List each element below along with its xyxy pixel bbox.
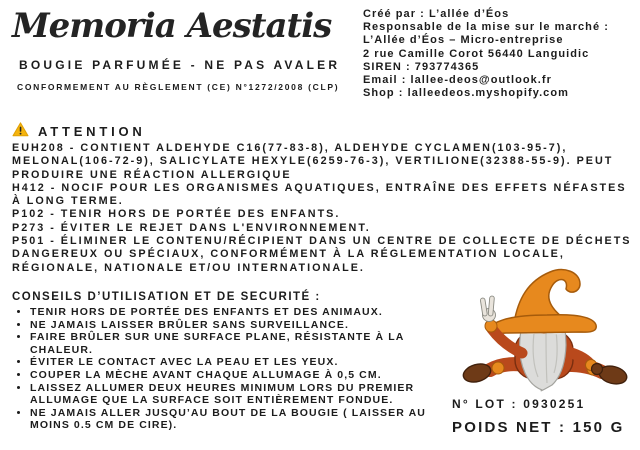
usage-item: • COUPER LA MÈCHE AVANT CHAQUE ALLUMAGE À 0,5 CM. [30,369,464,382]
regulation-note: CONFORMEMENT AU RÈGLEMENT (CE) N°1272/2008 (CLP) [17,82,340,93]
usage-item: • FAIRE BRÛLER SUR UNE SURFACE PLANE, RÉSISTANTE À LA CHALEUR. [30,331,464,356]
warning-statement-p501: P501 - ÉLIMINER LE CONTENU/RÉCIPIENT DANS UN CENTRE DE COLLECTE DE DÉCHETS DANGEREUX OU SPÉCIAUX, CONFORMÉMENT À LA RÉGLEMENTATION LOCALE, RÉGIONALE, NATIONALE ET/OU INTERNATIONALE. [12,235,632,274]
usage-advice-heading: CONSEILS D’UTILISATION ET DE SECURITÉ : [12,291,321,303]
producer-shop: Shop : lalleedeos.myshopify.com [363,87,569,100]
warning-triangle-icon [12,122,29,140]
producer-siren: SIREN : 793774365 [363,60,480,73]
gnome-peace-hand [480,296,495,322]
net-weight: POIDS NET : 150 G [452,419,625,436]
warning-statement-p102: P102 - TENIR HORS DE PORTÉE DES ENFANTS. [12,208,341,221]
warning-statement-euh208: EUH208 - CONTIENT ALDEHYDE C16(77-83-8), ALDEHYDE CYCLAMEN(103-95-7), MELONAL(106-72-9), SALICYLATE HEXYLE(6259-76-3), VERTILIONE(32388-55-9). PEUT PRODUIRE UNE RÉACTION ALLERGIQUE [12,142,614,181]
gnome-hat-brim [490,315,596,334]
producer-created-by: Créé par : L’allée d’Éos [363,8,510,20]
usage-item: • LAISSEZ ALLUMER DEUX HEURES MINIMUM LORS DU PREMIER ALLUMAGE QUE LA SURFACE SOIT ENTIÈREMENT FONDUE. [30,382,464,407]
usage-item: • NE JAMAIS ALLER JUSQU’AU BOUT DE LA BOUGIE ( LAISSER AU MOINS 0.5 CM DE CIRE). [30,407,464,432]
product-subtitle: BOUGIE PARFUMÉE - NE PAS AVALER [19,58,341,73]
usage-item: • ÉVITER LE CONTACT AVEC LA PEAU ET LES YEUX. [30,356,464,369]
gnome-illustration [462,264,632,396]
usage-advice-list [12,306,464,432]
hazard-warnings-section [12,122,632,275]
warning-statement-h412: H412 - NOCIF POUR LES ORGANISMES AQUATIQUES, ENTRAÎNE DES EFFETS NÉFASTES À LONG TERME. [12,181,627,208]
usage-advice-section [12,291,464,432]
producer-info [363,8,631,100]
brand-block [12,2,360,92]
attention-heading: ATTENTION [38,123,146,139]
producer-address: 2 rue Camille Corot 56440 Languidic [363,47,590,60]
warning-statement-p273: P273 - ÉVITER LE REJET DANS L'ENVIRONNEMENT. [12,221,371,234]
usage-item: • NE JAMAIS LAISSER BRÛLER SANS SURVEILLANCE. [30,319,464,332]
producer-company: L’Allée d’Éos – Micro-entreprise [363,34,564,47]
product-title: Memoria Aestatis [12,6,332,46]
producer-email: Email : lallee-deos@outlook.fr [363,74,552,87]
gnome-beard [520,325,566,391]
attention-header [12,122,632,140]
lot-number: N° LOT : 0930251 [452,397,586,411]
producer-responsable: Responsable de la mise sur le marché : [363,21,609,34]
usage-item: • TENIR HORS DE PORTÉE DES ENFANTS ET DES ANIMAUX. [30,306,464,319]
